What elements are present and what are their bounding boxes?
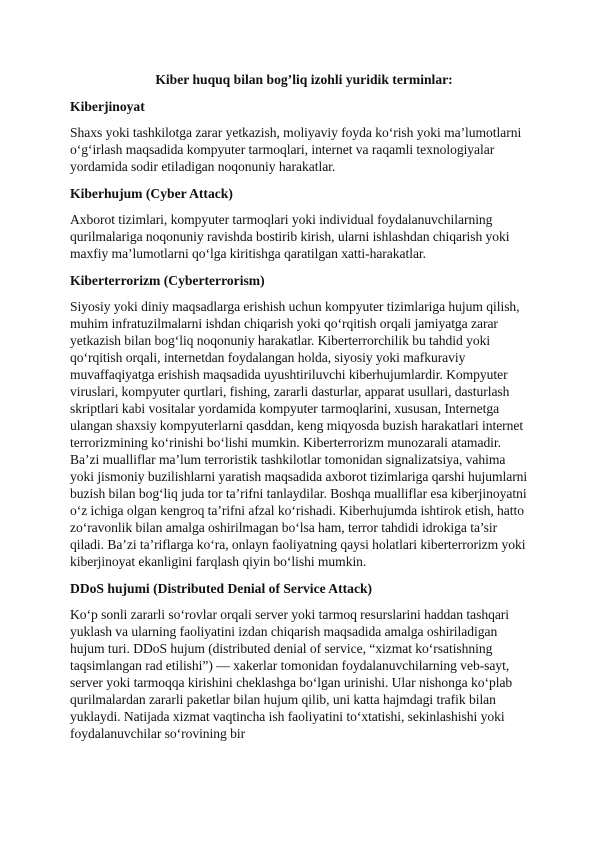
term-heading-kiberjinoyat: Kiberjinoyat xyxy=(70,99,145,114)
term-definition-kiberjinoyat: Shaxs yoki tashkilotga zarar yetkazish, moliyaviy foyda ko‘rish yoki ma’lumotlarni o‘g‘irlash maqsadida kompyuter tarmoqlari, internet va raqamli texnologiyalar yordamida sodir etiladigan noqonuniy harakatlar. xyxy=(70,125,522,174)
term-heading-ddos: DDoS hujumi (Distributed Denial of Service Attack) xyxy=(70,581,373,596)
term-definition-kiberhujum: Axborot tizimlari, kompyuter tarmoqlari yoki individual foydalanuvchilarning qurilmalariga noqonuniy ravishda bostirib kirish, ularni ishlashdan chiqarish yoki maxfiy ma’lumotlarni qo‘lga kiritishga qaratilgan xatti-harakatlar. xyxy=(70,212,510,261)
term-heading-kiberterrorizm: Kiberterrorizm (Cyberterrorism) xyxy=(70,273,265,288)
document-page xyxy=(70,72,532,742)
term-definition-kiberterrorizm: Siyosiy yoki diniy maqsadlarga erishish uchun kompyuter tizimlariga hujum qilish, muhim infratuzilmalarni ishdan chiqarish yoki qo‘rqitish orqali jamiyatga zarar yetkazish bilan bog‘liq noqonuniy harakatlar. Kiberterrorchilik bu tahdid yoki qo‘rqitish orqali, internetdan foydalangan holda, siyosiy yoki mafkuraviy muvaffaqiyatga erishish maqsadida uyushtiriluvchi kiberhujumlardir. Kompyuter viruslari, kompyuter qurtlari, fishing, zararli dasturlar, apparat usullari, dasturlash skriptlari kabi vositalar yordamida kompyuter tarmoqlarini, xususan, Internetga ulangan shaxsiy kompyuterlarni qasddan, keng miqyosda buzish harakatlari internet terrorizmining ko‘rinishi bo‘lishi mumkin. Kiberterrorizm munozarali atamadir. Ba’zi mualliflar ma’lum terroristik tashkilotlar tomonidan signalizatsiya, vahima yoki jismoniy buzilishlarni yaratish maqsadida axborot tizimlariga qarshi hujumlarni buzish bilan bog‘liq juda tor ta’rifni tanlaydilar. Boshqa mualliflar esa kiberjinoyatni o‘z ichiga olgan kengroq ta’rifni afzal ko‘rishadi. Kiberhujumda ishtirok etish, hatto zo‘ravonlik bilan amalga oshirilmagan bo‘lsa ham, terror tahdidi idrokiga ta’sir qiladi. Ba’zi ta’riflarga ko‘ra, onlayn faoliyatning qaysi holatlari kiberterrorizm yoki kiberjinoyat ekanligini farqlash qiyin bo‘lishi mumkin. xyxy=(70,299,528,569)
term-definition-ddos: Ko‘p sonli zararli so‘rovlar orqali server yoki tarmoq resurslarini haddan tashqari yuklash va ularning faoliyatini izdan chiqarish maqsadida amalga oshiriladigan hujum turi. DDoS hujum (distributed denial of service, “xizmat ko‘rsatishning taqsimlangan rad etilishi”) — xakerlar tomonidan foydalanuvchilarning veb-sayt, server yoki tarmoqqa kirishini cheklashga bo‘lgan urinishi. Ular nishonga ko‘plab qurilmalardan zararli paketlar bilan hujum qilib, uni katta hajmdagi trafik bilan yuklaydi. Natijada xizmat vaqtincha ish faoliyatini to‘xtatishi, sekinlashishi yoki foydalanuvchilar so‘rovining bir xyxy=(70,607,513,741)
term-heading-kiberhujum: Kiberhujum (Cyber Attack) xyxy=(70,186,233,201)
page-title: Kiber huquq bilan bog’liq izohli yuridik terminlar: xyxy=(155,72,453,87)
